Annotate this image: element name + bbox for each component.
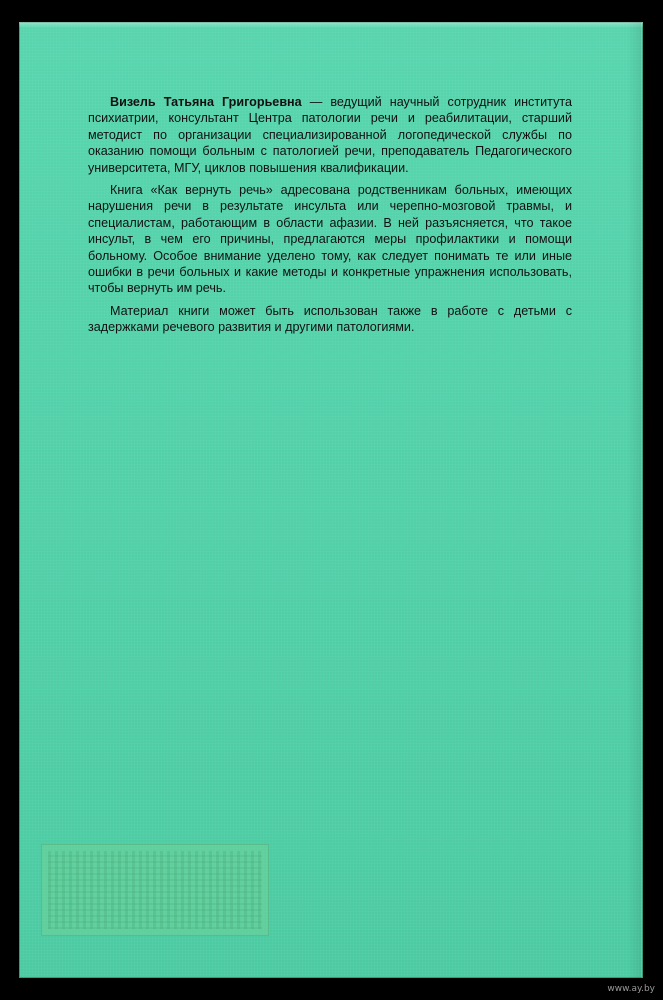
annotation-text bbox=[88, 94, 572, 342]
cover-top-wear bbox=[19, 22, 643, 28]
sticker-pattern bbox=[48, 851, 262, 929]
cover-spine-wear bbox=[627, 22, 641, 978]
site-watermark: www.ay.by bbox=[607, 984, 655, 994]
author-paragraph bbox=[88, 94, 572, 176]
book-back-cover bbox=[19, 22, 643, 978]
author-name: Визель Татьяна Григорьевна bbox=[110, 95, 302, 109]
author-bio: — ведущий научный сотрудник института психиатрии, консультант Центра патологии речи и реабилитации, старший методист по организации специализированной логопедической службы по оказанию помощи больным с патологией речи, преподаватель Педагогического университета, МГУ, циклов повышения квалификации. bbox=[88, 95, 572, 175]
book-description-paragraph: Книга «Как вернуть речь» адресована родственникам больных, имеющих нарушения речи в результате инсульта или черепно-мозговой травмы, и специалистам, работающим в области афазии. В ней разъясняется, что такое инсульт, в чем его причины, предлагаются меры профилактики и помощи больному. Особое внимание уделено тому, как следует понимать те или иные ошибки в речи больных и какие методы и конкретные упражнения использовать, чтобы вернуть им речь. bbox=[88, 183, 572, 296]
barcode-sticker-residue bbox=[41, 844, 269, 936]
book-usage-paragraph: Материал книги может быть использован также в работе с детьми с задержками речевого развития и другими патологиями. bbox=[88, 303, 572, 335]
